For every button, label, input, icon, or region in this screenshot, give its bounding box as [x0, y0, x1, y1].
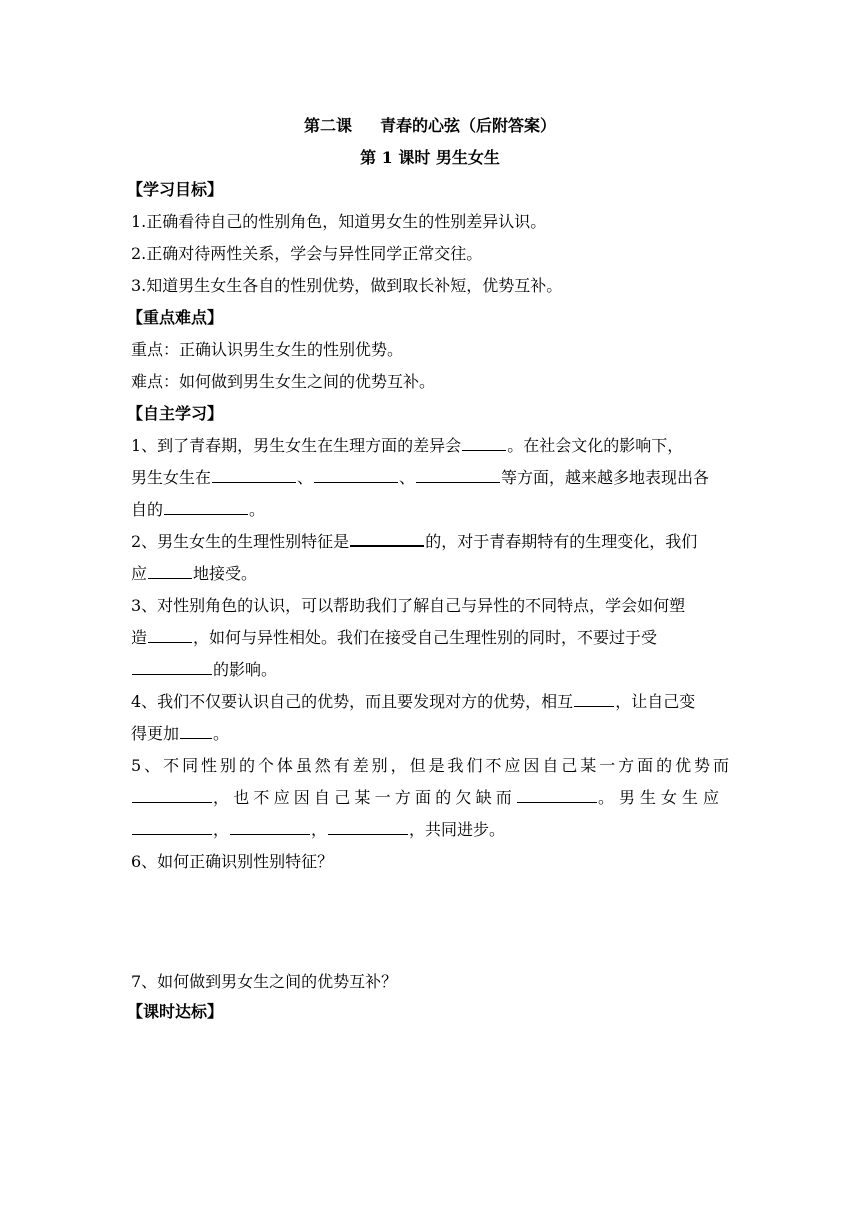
answer-blank[interactable] [230, 820, 310, 835]
key-point-focus: 重点：正确认识男生女生的性别优势。 [131, 340, 404, 359]
objective-item-2: 2.正确对待两性关系，学会与异性同学正常交往。 [131, 244, 483, 263]
answer-blank[interactable] [350, 531, 424, 547]
question-text: ， [213, 820, 230, 839]
question-2-line-1 [131, 530, 697, 554]
lesson-subtitle: 第 1 课时 男生女生 [360, 148, 500, 167]
answer-blank[interactable] [517, 788, 597, 803]
question-text: ，也不应因自己某一方面的欠缺而 [213, 788, 517, 807]
answer-blank[interactable] [132, 788, 212, 803]
objectives-heading: 【学习目标】 [127, 180, 224, 199]
objective-item-3: 3.知道男生女生各自的性别优势，做到取长补短，优势互补。 [131, 276, 563, 295]
question-text: 。 [249, 500, 266, 519]
answer-blank[interactable] [328, 820, 408, 835]
question-text: 、 [297, 468, 314, 487]
lesson-title [0, 114, 860, 138]
question-text: 自的 [131, 500, 164, 519]
question-text: 造 [131, 628, 148, 647]
question-text: ，如何与异性相处。我们在接受自己生理性别的同时，不要过于受 [193, 628, 658, 647]
question-text: 应 [131, 564, 148, 583]
question-text: 的，对于青春期特有的生理变化，我们 [425, 532, 698, 551]
objective-item-1: 1.正确看待自己的性别角色，知道男女生的性别差异认识。 [131, 212, 547, 231]
question-text: 得更加 [131, 724, 180, 743]
answer-blank[interactable] [164, 500, 248, 515]
question-2-line-2 [131, 562, 257, 586]
answer-blank[interactable] [574, 692, 614, 707]
answer-blank[interactable] [314, 468, 398, 483]
self-study-heading: 【自主学习】 [127, 404, 224, 423]
answer-blank[interactable] [416, 468, 500, 483]
question-text: 、 [399, 468, 416, 487]
question-4-line-1 [131, 690, 695, 714]
question-1-line-2 [131, 466, 709, 490]
question-text: ， [311, 820, 328, 839]
question-text: 。男生女生应 [598, 788, 725, 807]
question-text: 的影响。 [213, 660, 278, 679]
answer-blank[interactable] [148, 564, 192, 579]
answer-blank[interactable] [180, 724, 212, 739]
question-1-line-3 [131, 498, 265, 522]
question-text: ，让自己变 [615, 692, 696, 711]
question-3-line-1: 3、对性别角色的认识，可以帮助我们了解自己与异性的不同特点，学会如何塑 [131, 596, 686, 615]
question-1-line-1 [131, 434, 683, 458]
lesson-name: 青春的心弦（后附答案） [380, 116, 557, 135]
answer-blank[interactable] [132, 820, 212, 835]
assessment-heading: 【课时达标】 [127, 1002, 224, 1021]
question-text: 1、到了青春期，男生女生在生理方面的差异会 [131, 436, 462, 455]
question-5-line-3 [131, 818, 505, 842]
question-text: 4、我们不仅要认识自己的优势，而且要发现对方的优势，相互 [131, 692, 574, 711]
question-7: 7、如何做到男女生之间的优势互补？ [131, 972, 398, 991]
question-text: 2、男生女生的生理性别特征是 [131, 532, 350, 551]
question-5-line-2 [131, 786, 724, 810]
question-6: 6、如何正确识别性别特征？ [131, 852, 334, 871]
question-text: 地接受。 [193, 564, 258, 583]
question-3-line-3 [131, 658, 277, 682]
question-4-line-2 [131, 722, 229, 746]
question-text: 等方面，越来越多地表现出各 [501, 468, 710, 487]
lesson-number: 第二课 [303, 116, 352, 135]
question-text: 5、不同性别的个体虽然有差别，但是我们不应因自己某一方面的优势而 [131, 756, 729, 775]
question-text: 。在社会文化的影响下， [507, 436, 684, 455]
answer-blank[interactable] [462, 436, 506, 451]
question-text: ，共同进步。 [409, 820, 506, 839]
answer-blank[interactable] [148, 628, 192, 643]
question-text: 男生女生在 [131, 468, 212, 487]
question-text: 。 [213, 724, 230, 743]
question-3-line-2 [131, 626, 657, 650]
answer-blank[interactable] [212, 468, 296, 483]
key-points-heading: 【重点难点】 [127, 308, 224, 327]
question-5-line-1 [131, 754, 729, 778]
key-point-difficulty: 难点：如何做到男生女生之间的优势互补。 [131, 372, 436, 391]
answer-blank[interactable] [132, 660, 212, 675]
